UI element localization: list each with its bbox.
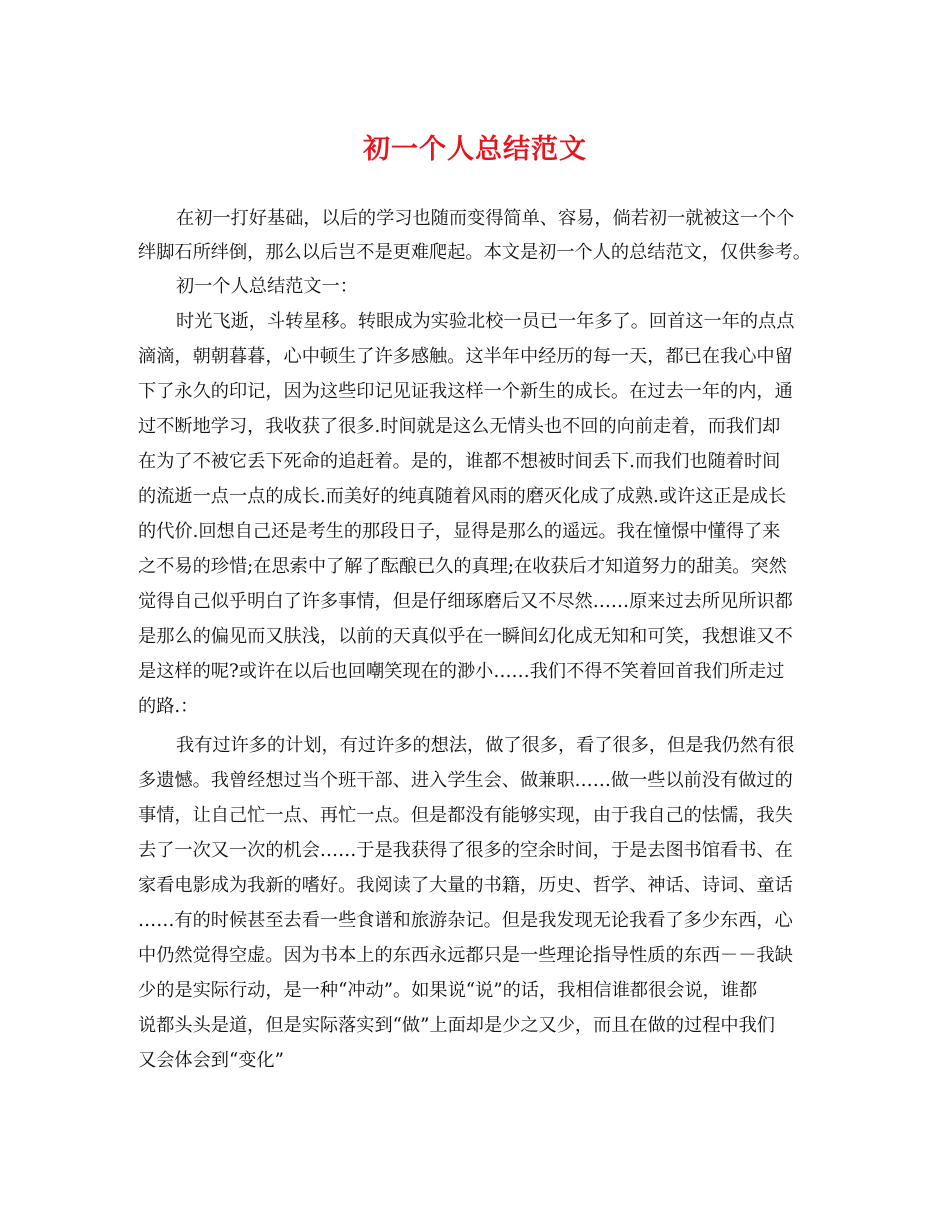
paragraph-line: 滴滴，朝朝暮暮，心中顿生了许多感触。这半年中经历的每一天，都已在我心中留: [138, 346, 793, 367]
paragraph-line: 是这样的呢?或许在以后也回嘲笑现在的渺小……我们不得不笑着回首我们所走过: [138, 661, 785, 682]
paragraph-line: 又会体会到“变化”: [138, 1050, 284, 1071]
paragraph-line: 绊脚石所绊倒，那么以后岂不是更难爬起。本文是初一个人的总结范文，仅供参考。: [138, 242, 811, 263]
paragraph-line: 的代价.回想自己还是考生的那段日子，显得是那么的遥远。我在憧憬中懂得了来: [138, 521, 781, 542]
paragraph-line: 家看电影成为我新的嗜好。我阅读了大量的书籍，历史、哲学、神话、诗词、童话: [138, 875, 793, 896]
paragraph-line: 事情，让自己忙一点、再忙一点。但是都没有能够实现，由于我自己的怯懦，我失: [138, 805, 793, 826]
paragraph-line: 过不断地学习，我收获了很多.时间就是这么无情头也不回的向前走着，而我们却: [138, 416, 781, 437]
paragraph-line: 我有过许多的计划，有过许多的想法，做了很多，看了很多，但是我仍然有很: [176, 735, 795, 756]
paragraph-line: 说都头头是道，但是实际落实到“做”上面却是少之又少，而且在做的过程中我们: [138, 1015, 775, 1036]
paragraph-line: 觉得自己似乎明白了许多事情，但是仔细琢磨后又不尽然……原来过去所见所识都: [138, 591, 793, 612]
paragraph-line: 中仍然觉得空虚。因为书本上的东西永远都只是一些理论指导性质的东西－－我缺: [138, 945, 793, 966]
paragraph-line: 下了永久的印记，因为这些印记见证我这样一个新生的成长。在过去一年的内，通: [138, 381, 793, 402]
paragraph-line: 的路.：: [138, 696, 199, 717]
paragraph-line: 少的是实际行动，是一种“冲动”。如果说“说”的话，我相信谁都很会说，谁都: [138, 980, 758, 1001]
paragraph-line: 在初一打好基础，以后的学习也随而变得简单、容易，倘若初一就被这一个个: [176, 208, 795, 229]
paragraph-line: 时光飞逝，斗转星移。转眼成为实验北校一员已一年多了。回首这一年的点点: [176, 311, 795, 332]
paragraph-line: ……有的时候甚至去看一些食谱和旅游杂记。但是我发现无论我看了多少东西，心: [138, 910, 793, 931]
paragraph-line: 之不易的珍惜;在思索中了解了酝酿已久的真理;在收获后才知道努力的甜美。突然: [138, 556, 787, 577]
paragraph-line: 的流逝一点一点的成长.而美好的纯真随着风雨的磨灭化成了成熟.或许这正是成长: [138, 486, 787, 507]
paragraph-line: 在为了不被它丢下死命的追赶着。是的，谁都不想被时间丢下.而我们也随着时间: [138, 451, 781, 472]
paragraph-line: 多遗憾。我曾经想过当个班干部、进入学生会、做兼职……做一些以前没有做过的: [138, 770, 793, 791]
page-title: 初一个人总结范文: [363, 134, 587, 165]
paragraph-line: 去了一次又一次的机会……于是我获得了很多的空余时间，于是去图书馆看书、在: [138, 840, 793, 861]
paragraph-line: 是那么的偏见而又肤浅，以前的天真似乎在一瞬间幻化成无知和可笑，我想谁又不: [138, 626, 793, 647]
section-heading: 初一个人总结范文一：: [176, 276, 358, 297]
